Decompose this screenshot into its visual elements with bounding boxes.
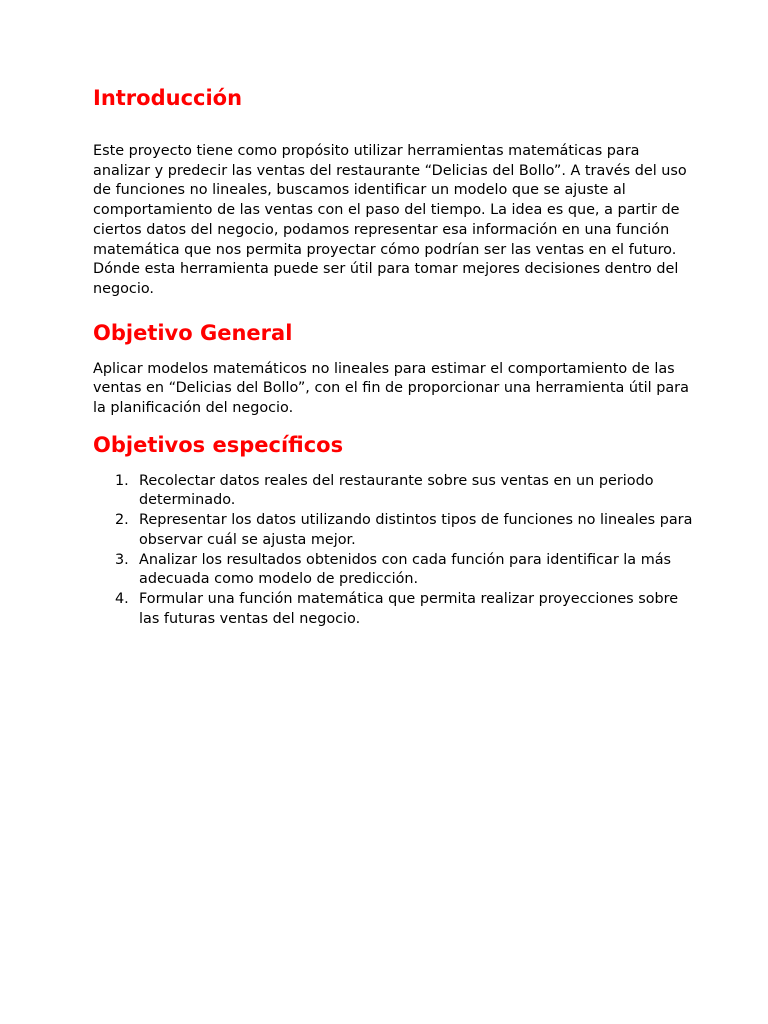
- list-item-text: Recolectar datos reales del restaurante sobre sus ventas en un periodo determinado.: [139, 472, 654, 509]
- list-item: [93, 472, 693, 511]
- list-item-number: 3.: [115, 551, 129, 568]
- list-item: [93, 551, 693, 590]
- section-body-introduccion: Este proyecto tiene como propósito utilizar herramientas matemáticas para analizar y predecir las ventas del restaurante “Delicias del Bollo”. A través del uso de funciones no lineales, buscamos identificar un modelo que se ajuste al comportamiento de las ventas con el paso del tiempo. La idea es que, a partir de ciertos datos del negocio, podamos representar esa información en una función matemática que nos permita proyectar cómo podrían ser las ventas en el futuro. Dónde esta herramienta puede ser útil para tomar mejores decisiones dentro del negocio.: [93, 143, 687, 297]
- objectives-list: [93, 472, 693, 630]
- list-item-number: 2.: [115, 512, 129, 529]
- list-item-text: Analizar los resultados obtenidos con cada función para identificar la más adecuada como modelo de predicción.: [139, 551, 672, 588]
- list-item-text: Formular una función matemática que permita realizar proyecciones sobre las futuras ventas del negocio.: [139, 590, 679, 627]
- section-heading-objetivos-especificos: Objetivos específicos: [93, 432, 344, 457]
- list-item-text: Representar los datos utilizando distintos tipos de funciones no lineales para observar cuál se ajusta mejor.: [139, 512, 693, 548]
- list-item-number: 4.: [115, 590, 129, 607]
- section-heading-introduccion: Introducción: [93, 86, 243, 110]
- list-item-number: 1.: [115, 472, 129, 489]
- section-heading-objetivo-general: Objetivo General: [93, 320, 293, 345]
- list-item: [93, 590, 693, 629]
- document-page: [93, 84, 693, 629]
- list-item: [93, 511, 693, 550]
- section-body-objetivo-general: Aplicar modelos matemáticos no lineales para estimar el comportamiento de las ventas en “Delicias del Bollo”, con el fin de proporcionar una herramienta útil para la planificación del negocio.: [93, 360, 689, 417]
